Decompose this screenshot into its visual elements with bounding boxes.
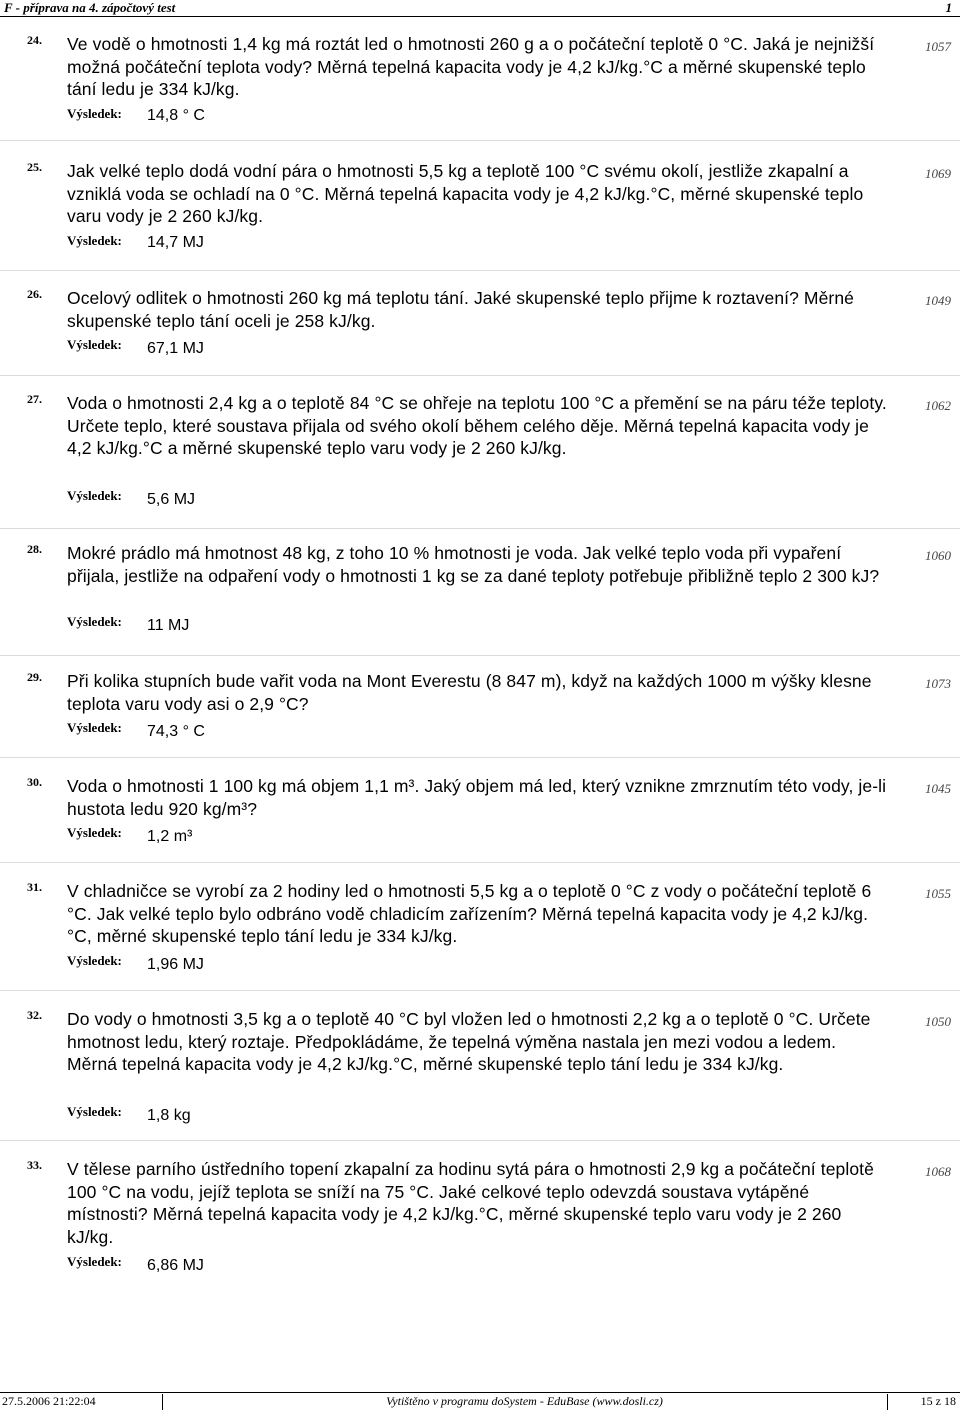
result-value: 74,3 ° C	[147, 723, 205, 740]
result-label: Výsledek:	[67, 337, 122, 352]
problem-text: Voda o hmotnosti 1 100 kg má objem 1,1 m³. Jaký objem má led, který vznikne zmrznutím této vody, je-li hustota ledu 920 kg/m³?	[67, 776, 887, 819]
page-footer	[0, 1392, 960, 1410]
problem-text: Ve vodě o hmotnosti 1,4 kg má roztát led o hmotnosti 260 g a o počáteční teplotě 0 °C. Jaká je nejnižší možná počáteční teplota vody? Měrná tepelná kapacita vody je 4,2 kJ/kg.°C a měrné skupenské teplo tání ledu je 334 kJ/kg.	[67, 34, 875, 99]
result-value: 14,7 MJ	[147, 234, 204, 251]
problem-number: 27.	[27, 392, 42, 406]
result-label: Výsledek:	[67, 953, 122, 968]
result-label: Výsledek:	[67, 233, 122, 248]
page-counter: 15 z 18	[920, 1394, 956, 1408]
problem-text: V tělese parního ústředního topení zkapalní za hodinu sytá pára o hmotnosti 2,9 kg a počáteční teplotě 100 °C na vodu, jejíž teplota se sníží na 75 °C. Jaké celkové teplo odevzdá soustava vytápěné místnosti? Měrná tepelná kapacita vody je 4,2 kJ/kg.°C, měrné skupenské teplo varu vody je 2 260 kJ/kg.	[67, 1159, 874, 1247]
problem-text: Voda o hmotnosti 2,4 kg a o teplotě 84 °C se ohřeje na teplotu 100 °C a přemění se na páru téže teploty. Určete teplo, které soustava přijala od svého okolí během celého děje. Měrná tepelná kapacita vody je 4,2 kJ/kg.°C a měrné skupenské teplo varu vody je 2 260 kJ/kg.	[67, 393, 887, 458]
problem-reference: 1049	[925, 293, 951, 308]
print-date: 27.5.2006 21:22:04	[2, 1394, 163, 1410]
problem-text: Jak velké teplo dodá vodní pára o hmotnosti 5,5 kg a teplotě 100 °C svému okolí, jestliže zkapalní a vzniklá voda se ochladí na 0 °C. Měrná tepelná kapacita vody je 4,2 kJ/kg.°C, měrné skupenské teplo varu vody je 2 260 kJ/kg.	[67, 161, 864, 226]
result-value: 14,8 ° C	[147, 107, 205, 124]
result-label: Výsledek:	[67, 1254, 122, 1269]
document-title: F - příprava na 4. zápočtový test	[4, 0, 176, 15]
problem-number: 29.	[27, 670, 42, 684]
problem-reference: 1060	[925, 548, 951, 563]
result-value: 1,96 MJ	[147, 956, 204, 973]
result-label: Výsledek:	[67, 614, 122, 629]
problem-text: Do vody o hmotnosti 3,5 kg a o teplotě 40 °C byl vložen led o hmotnosti 2,2 kg a o teplotě 0 °C. Určete hmotnost ledu, který roztaje. Předpokládáme, že tepelná výměna nastala jen mezi vodou a ledem. Měrná tepelná kapacita vody je 4,2 kJ/kg.°C, měrné skupenské teplo tání ledu je 334 kJ/kg.	[67, 1009, 871, 1074]
problem-number: 24.	[27, 33, 42, 47]
problem-number: 30.	[27, 775, 42, 789]
result-value: 1,8 kg	[147, 1107, 191, 1124]
result-value: 11 MJ	[147, 617, 190, 634]
separator	[0, 862, 960, 863]
problem-reference: 1055	[925, 886, 951, 901]
separator	[0, 757, 960, 758]
result-value: 67,1 MJ	[147, 340, 204, 357]
separator	[0, 270, 960, 271]
separator	[0, 1140, 960, 1141]
problem-reference: 1050	[925, 1014, 951, 1029]
problem-reference: 1069	[925, 166, 951, 181]
separator	[0, 140, 960, 141]
problem-number: 25.	[27, 160, 42, 174]
result-label: Výsledek:	[67, 720, 122, 735]
result-value: 5,6 MJ	[147, 491, 196, 508]
result-label: Výsledek:	[67, 106, 122, 121]
problem-number: 33.	[27, 1158, 42, 1172]
problem-reference: 1068	[925, 1164, 951, 1179]
problem-reference: 1057	[925, 39, 951, 54]
problem-number: 32.	[27, 1008, 42, 1022]
page-header	[0, 0, 960, 17]
separator	[0, 375, 960, 376]
result-label: Výsledek:	[67, 1104, 122, 1119]
separator	[0, 655, 960, 656]
result-value: 6,86 MJ	[147, 1257, 204, 1274]
problem-text: Mokré prádlo má hmotnost 48 kg, z toho 10 % hmotnosti je voda. Jak velké teplo voda při vypaření přijala, jestliže na odpaření vody o hmotnosti 1 kg se za dané teploty potřebuje přibližně teplo 2 300 kJ?	[67, 543, 880, 586]
problem-number: 26.	[27, 287, 42, 301]
result-value: 1,2 m³	[147, 828, 193, 845]
printed-with: Vytištěno v programu doSystem - EduBase (www.dosli.cz)	[162, 1394, 888, 1410]
problem-reference: 1073	[925, 676, 951, 691]
problem-text: V chladničce se vyrobí za 2 hodiny led o hmotnosti 5,5 kg a o teplotě 0 °C z vody o počáteční teplotě 6 °C. Jak velké teplo bylo odbráno vodě chladicím zařízením? Měrná tepelná kapacita vody je 4,2 kJ/kg.°C, měrné skupenské teplo tání ledu je 334 kJ/kg.	[67, 881, 872, 946]
result-label: Výsledek:	[67, 825, 122, 840]
problem-number: 31.	[27, 880, 42, 894]
page-number: 1	[945, 0, 952, 15]
problem-text: Při kolika stupních bude vařit voda na Mont Everestu (8 847 m), když na každých 1000 m výšky klesne teplota varu vody asi o 2,9 °C?	[67, 671, 872, 714]
problem-reference: 1045	[925, 781, 951, 796]
result-label: Výsledek:	[67, 488, 122, 503]
problem-reference: 1062	[925, 398, 951, 413]
separator	[0, 528, 960, 529]
separator	[0, 990, 960, 991]
problem-text: Ocelový odlitek o hmotnosti 260 kg má teplotu tání. Jaké skupenské teplo přijme k roztavení? Měrné skupenské teplo tání oceli je 258 kJ/kg.	[67, 288, 855, 331]
problem-number: 28.	[27, 542, 42, 556]
